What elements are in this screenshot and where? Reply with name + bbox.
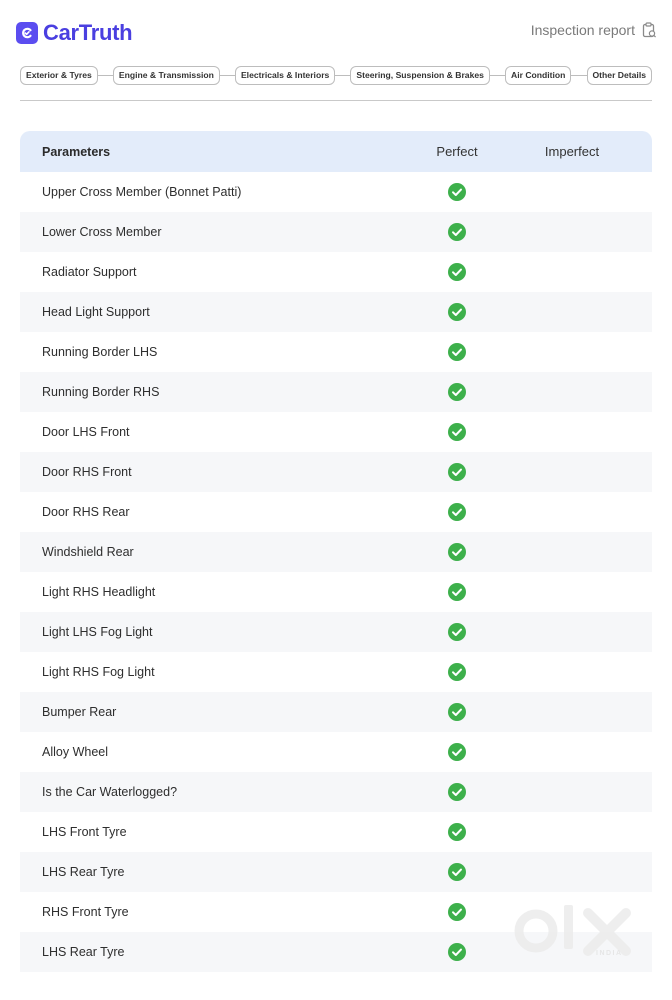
check-circle-icon bbox=[448, 623, 466, 641]
tab-step-5[interactable]: Other Details bbox=[587, 66, 653, 85]
tab-step-4[interactable]: Air Condition bbox=[505, 66, 571, 85]
perfect-cell bbox=[422, 343, 492, 361]
parameter-name: Running Border RHS bbox=[42, 385, 160, 399]
parameter-name: Windshield Rear bbox=[42, 545, 134, 559]
stepper-connector bbox=[335, 75, 350, 76]
parameter-name: LHS Front Tyre bbox=[42, 825, 127, 839]
table-row bbox=[20, 852, 652, 892]
perfect-cell bbox=[422, 423, 492, 441]
perfect-cell bbox=[422, 543, 492, 561]
parameter-name: Door RHS Front bbox=[42, 465, 132, 479]
perfect-cell bbox=[422, 783, 492, 801]
parameter-name: Lower Cross Member bbox=[42, 225, 162, 239]
tab-step-3[interactable]: Steering, Suspension & Brakes bbox=[350, 66, 490, 85]
tab-step-0[interactable]: Exterior & Tyres bbox=[20, 66, 98, 85]
perfect-cell bbox=[422, 183, 492, 201]
parameter-name: Bumper Rear bbox=[42, 705, 117, 719]
clipboard-report-icon bbox=[642, 22, 656, 38]
tab-step-1[interactable]: Engine & Transmission bbox=[113, 66, 220, 85]
header-perfect: Perfect bbox=[436, 144, 478, 159]
check-circle-icon bbox=[448, 343, 466, 361]
parameter-name: LHS Rear Tyre bbox=[42, 865, 125, 879]
inspection-table bbox=[20, 131, 652, 972]
perfect-cell bbox=[422, 663, 492, 681]
table-row bbox=[20, 612, 652, 652]
parameter-name: Light LHS Fog Light bbox=[42, 625, 153, 639]
check-circle-icon bbox=[448, 903, 466, 921]
table-row bbox=[20, 372, 652, 412]
parameter-name: Light RHS Headlight bbox=[42, 585, 156, 599]
perfect-cell bbox=[422, 303, 492, 321]
stepper-connector bbox=[220, 75, 235, 76]
brand-name: CarTruth bbox=[43, 20, 133, 45]
check-circle-icon bbox=[448, 863, 466, 881]
inspection-report-label: Inspection report bbox=[530, 22, 635, 38]
check-circle-icon bbox=[448, 463, 466, 481]
parameter-name: Upper Cross Member (Bonnet Patti) bbox=[42, 185, 242, 199]
olx-watermark-sub: INDIA bbox=[596, 950, 623, 957]
check-circle-icon bbox=[448, 543, 466, 561]
check-circle-icon bbox=[448, 383, 466, 401]
check-circle-icon bbox=[448, 823, 466, 841]
table-row bbox=[20, 332, 652, 372]
perfect-cell bbox=[422, 903, 492, 921]
check-circle-icon bbox=[448, 223, 466, 241]
table-row bbox=[20, 492, 652, 532]
check-circle-icon bbox=[448, 583, 466, 601]
inspection-report-link[interactable] bbox=[531, 22, 656, 38]
perfect-cell bbox=[422, 223, 492, 241]
perfect-cell bbox=[422, 703, 492, 721]
table-row bbox=[20, 172, 652, 212]
check-circle-icon bbox=[448, 423, 466, 441]
table-row bbox=[20, 252, 652, 292]
check-circle-icon bbox=[448, 743, 466, 761]
check-circle-icon bbox=[448, 183, 466, 201]
table-row bbox=[20, 452, 652, 492]
section-stepper bbox=[20, 64, 652, 86]
brand-logo[interactable] bbox=[16, 20, 132, 46]
perfect-cell bbox=[422, 743, 492, 761]
parameter-name: Alloy Wheel bbox=[42, 745, 108, 759]
table-row bbox=[20, 212, 652, 252]
cartruth-logo-icon bbox=[16, 22, 38, 44]
table-row bbox=[20, 532, 652, 572]
stepper-connector bbox=[490, 75, 505, 76]
table-row bbox=[20, 652, 652, 692]
perfect-cell bbox=[422, 503, 492, 521]
parameter-name: Head Light Support bbox=[42, 305, 150, 319]
stepper-connector bbox=[571, 75, 586, 76]
parameter-name: Is the Car Waterlogged? bbox=[42, 785, 178, 799]
perfect-cell bbox=[422, 263, 492, 281]
check-circle-icon bbox=[448, 263, 466, 281]
perfect-cell bbox=[422, 583, 492, 601]
perfect-cell bbox=[422, 943, 492, 961]
check-circle-icon bbox=[448, 703, 466, 721]
header-parameters: Parameters bbox=[42, 144, 111, 159]
table-row bbox=[20, 772, 652, 812]
table-row bbox=[20, 412, 652, 452]
parameter-name: RHS Front Tyre bbox=[42, 905, 129, 919]
tab-step-2[interactable]: Electricals & Interiors bbox=[235, 66, 335, 85]
header-divider bbox=[20, 100, 652, 101]
check-circle-icon bbox=[448, 303, 466, 321]
check-circle-icon bbox=[448, 783, 466, 801]
check-circle-icon bbox=[448, 943, 466, 961]
header bbox=[0, 0, 672, 64]
parameter-name: Running Border LHS bbox=[42, 345, 158, 359]
parameter-name: Radiator Support bbox=[42, 265, 137, 279]
parameter-name: Light RHS Fog Light bbox=[42, 665, 155, 679]
table-row bbox=[20, 732, 652, 772]
perfect-cell bbox=[422, 383, 492, 401]
table-row bbox=[20, 812, 652, 852]
perfect-cell bbox=[422, 623, 492, 641]
check-circle-icon bbox=[448, 663, 466, 681]
perfect-cell bbox=[422, 463, 492, 481]
parameter-name: Door LHS Front bbox=[42, 425, 130, 439]
perfect-cell bbox=[422, 823, 492, 841]
stepper-connector bbox=[98, 75, 113, 76]
header-imperfect: Imperfect bbox=[544, 144, 600, 159]
table-row bbox=[20, 572, 652, 612]
table-row bbox=[20, 692, 652, 732]
perfect-cell bbox=[422, 863, 492, 881]
table-body bbox=[20, 172, 652, 972]
check-circle-icon bbox=[448, 503, 466, 521]
table-row bbox=[20, 292, 652, 332]
parameter-name: LHS Rear Tyre bbox=[42, 945, 125, 959]
table-header bbox=[20, 131, 652, 172]
parameter-name: Door RHS Rear bbox=[42, 505, 130, 519]
